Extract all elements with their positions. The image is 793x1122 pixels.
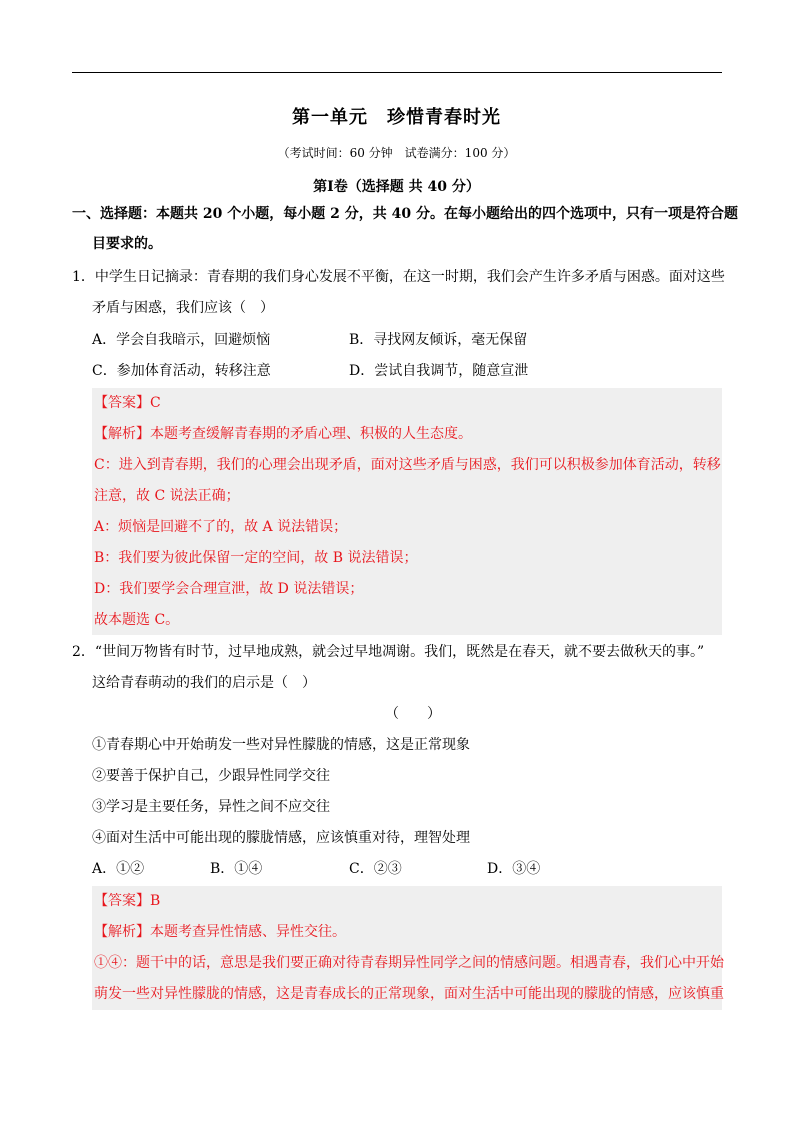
q2-statement-4: ④面对生活中可能出现的朦胧情感，应该慎重对待，理智处理 [92,830,470,846]
q1-option-d: D．尝试自我调节，随意宣泄 [349,363,529,379]
exam-info: （考试时间：60 分钟 试卷满分：100 分） [277,146,516,160]
q2-option-b: B．①④ [210,861,263,877]
q2-answer-blank: （ ） [385,706,441,722]
q2-analysis-line: 【解析】本题考查异性情感、异性交往。 [94,924,346,940]
q1-stem-cont: 矛盾与困惑，我们应该（ ） [92,300,274,316]
q1-analysis-line: C：进入到青春期，我们的心理会出现矛盾，面对这些矛盾与困惑，我们可以积极参加体育活动，转移 [94,457,721,473]
q2-analysis-line: 萌发一些对异性朦胧的情感，这是青春成长的正常现象，面对生活中可能出现的朦胧的情感，应该慎重 [94,986,724,1002]
q2-analysis-line: ①④：题干中的话，意思是我们要正确对待青春期异性同学之间的情感问题。相遇青春，我们心中开始 [94,955,724,971]
q2-option-d: D．③④ [487,861,541,877]
q1-option-b: B．寻找网友倾诉，毫无保留 [349,332,528,348]
q2-option-c: C．②③ [349,861,402,877]
q1-answer: 【答案】C [94,395,161,411]
q1-analysis-line: 【解析】本题考查缓解青春期的矛盾心理、积极的人生态度。 [94,426,472,442]
q2-statement-3: ③学习是主要任务，异性之间不应交往 [92,799,330,815]
q1-analysis-line: A：烦恼是回避不了的，故 A 说法错误； [94,519,348,535]
q2-option-a: A．①② [92,861,145,877]
q1-stem: 1．中学生日记摘录：青春期的我们身心发展不平衡，在这一时期，我们会产生许多矛盾与困惑。面对这些 [72,269,725,285]
q1-analysis-line: 故本题选 C。 [94,612,180,628]
q2-answer: 【答案】B [94,893,161,909]
part-heading: 第Ⅰ卷（选择题 共 40 分） [313,179,480,195]
q1-analysis-line: B：我们要为彼此保留一定的空间，故 B 说法错误； [94,550,418,566]
section-instruction: 一、选择题：本题共 20 个小题，每小题 2 分，共 40 分。在每小题给出的四个选项中，只有一项是符合题 [72,206,738,222]
header-rule [72,72,722,73]
q2-statement-2: ②要善于保护自己，少跟异性同学交往 [92,768,330,784]
q2-stem-cont: 这给青春萌动的我们的启示是（ ） [92,675,316,691]
section-instruction-cont: 目要求的。 [92,236,162,252]
page-title: 第一单元 珍惜青春时光 [292,107,501,128]
q2-stem: 2．“世间万物皆有时节，过早地成熟，就会过早地凋谢。我们，既然是在春天，就不要去做秋天的事。” [72,644,705,660]
q1-option-a: A．学会自我暗示，回避烦恼 [92,332,271,348]
q2-statement-1: ①青春期心中开始萌发一些对异性朦胧的情感，这是正常现象 [92,737,470,753]
q1-analysis-line: D：我们要学会合理宣泄，故 D 说法错误； [94,581,364,597]
q1-option-c: C．参加体育活动，转移注意 [92,363,271,379]
q1-analysis-line: 注意，故 C 说法正确； [94,488,240,504]
